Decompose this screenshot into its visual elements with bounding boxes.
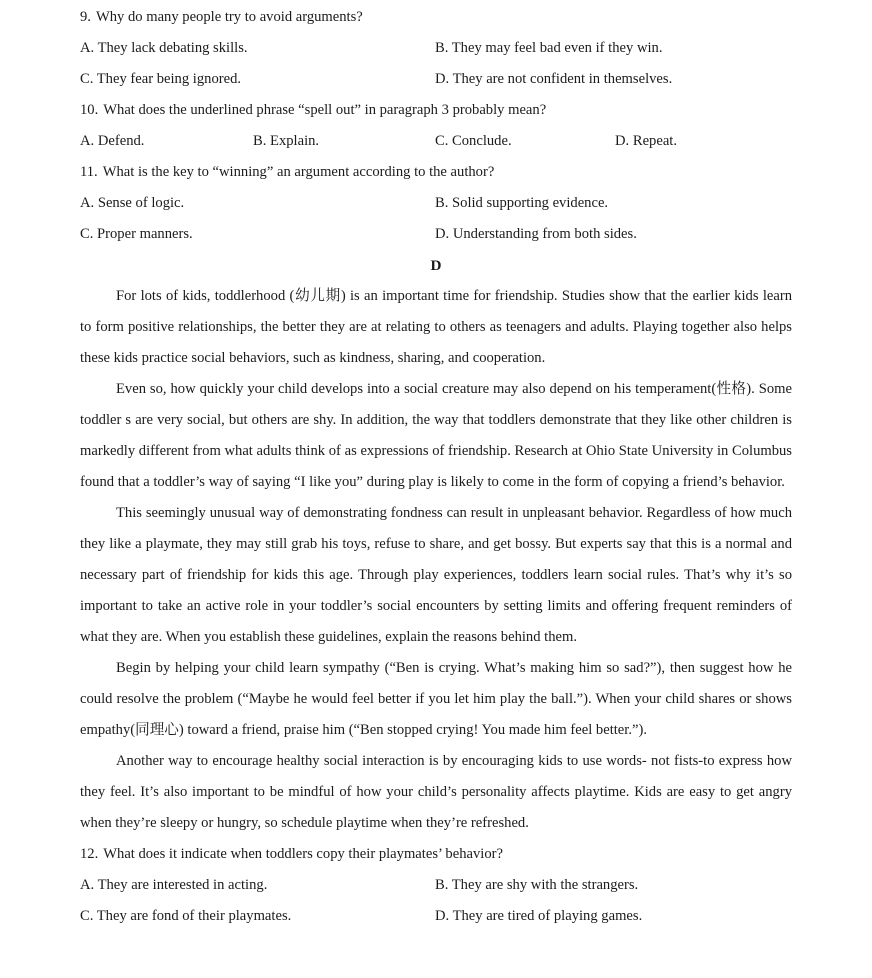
passage-paragraph-3: This seemingly unusual way of demonstrating fondness can result in unpleasant behavior. Regardless of how much they like a playmate, they may still grab his toys, refuse to share, and get bossy. But experts say that this is a normal and necessary part of friendship for kids this age. Through play experiences, toddlers learn social rules. That’s why it’s so important to take an active role in your toddler’s social encounters by setting limits and offering frequent reminders of what they are. When you establish these guidelines, explain the reasons behind them.	[80, 505, 792, 645]
question-11-option-b: B. Solid supporting evidence.	[435, 195, 609, 211]
question-12-options	[80, 870, 792, 932]
question-12-option-a: A. They are interested in acting.	[80, 877, 268, 893]
passage-paragraph-1: For lots of kids, toddlerhood (幼儿期) is an important time for friendship. Studies show that the earlier kids learn to form positive relationships, the better they are at relating to others as teenagers and adults. Playing together also helps these kids practice social behaviors, such as kindness, sharing, and cooperation.	[80, 288, 792, 366]
question-9	[80, 2, 792, 95]
question-10-options	[80, 126, 792, 157]
question-10-option-a: A. Defend.	[80, 133, 145, 149]
question-11-options	[80, 188, 792, 250]
question-11-option-c: C. Proper manners.	[80, 226, 193, 242]
question-12-option-c: C. They are fond of their playmates.	[80, 908, 292, 924]
question-9-option-a: A. They lack debating skills.	[80, 40, 248, 56]
question-9-text: Why do many people try to avoid arguments?	[95, 9, 363, 25]
question-11-number: 11.	[80, 164, 98, 180]
question-9-options	[80, 33, 792, 95]
question-9-option-c: C. They fear being ignored.	[80, 71, 242, 87]
question-10-stem-line	[80, 95, 792, 126]
question-12	[80, 839, 792, 932]
question-12-option-b: B. They are shy with the strangers.	[435, 877, 639, 893]
question-10	[80, 95, 792, 157]
question-11-option-d: D. Understanding from both sides.	[435, 226, 637, 242]
passage-paragraph-2: Even so, how quickly your child develops into a social creature may also depend on his temperament(性格). Some toddler s are very social, but others are shy. In addition, the way that toddlers demonstrate that they like other children is markedly different from what adults think of as expressions of friendship. Research at Ohio State University in Columbus found that a toddler’s way of saying “I like you” during play is likely to come in the form of copying a friend’s behavior.	[80, 381, 792, 490]
question-9-option-b: B. They may feel bad even if they win.	[435, 40, 663, 56]
question-9-number: 9.	[80, 9, 91, 25]
question-10-option-c: C. Conclude.	[435, 133, 512, 149]
passage-paragraph-4: Begin by helping your child learn sympathy (“Ben is crying. What’s making him so sad?”), then suggest how he could resolve the problem (“Maybe he would feel better if you let him play the ball.”). When your child shares or shows empathy(同理心) toward a friend, praise him (“Ben stopped crying! You made him feel better.”).	[80, 660, 792, 738]
passage-paragraph-5: Another way to encourage healthy social interaction is by encouraging kids to use words- not fists-to express how they feel. It’s also important to be mindful of how your child’s personality affects playtime. Kids are easy to get angry when they’re sleepy or hungry, so schedule playtime when they’re refreshed.	[80, 753, 792, 831]
question-10-option-d: D. Repeat.	[615, 133, 678, 149]
question-11-option-a: A. Sense of logic.	[80, 195, 185, 211]
question-11-text: What is the key to “winning” an argument according to the author?	[102, 164, 495, 180]
question-12-option-d: D. They are tired of playing games.	[435, 908, 643, 924]
question-10-text: What does the underlined phrase “spell out” in paragraph 3 probably mean?	[103, 102, 547, 118]
question-12-stem-line	[80, 839, 792, 870]
question-10-option-b: B. Explain.	[253, 133, 320, 149]
reading-passage	[80, 281, 792, 839]
question-9-stem-line	[80, 2, 792, 33]
question-11-stem-line	[80, 157, 792, 188]
question-11	[80, 157, 792, 250]
question-12-number: 12.	[80, 846, 99, 862]
question-10-number: 10.	[80, 102, 99, 118]
section-d-label: D	[430, 257, 442, 274]
question-9-option-d: D. They are not confident in themselves.	[435, 71, 673, 87]
question-12-text: What does it indicate when toddlers copy their playmates’ behavior?	[103, 846, 503, 862]
